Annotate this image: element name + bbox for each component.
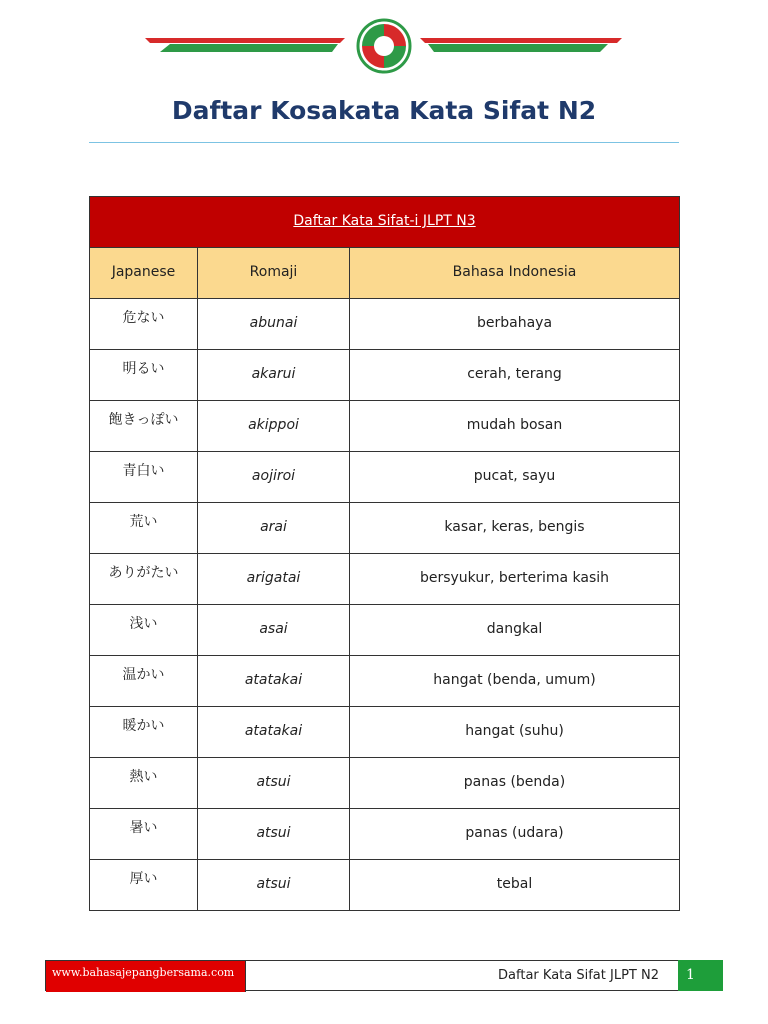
table-row — [90, 707, 680, 758]
table-row — [90, 503, 680, 554]
header-japanese: Japanese — [90, 248, 198, 299]
footer-website-url[interactable]: www.bahasajepangbersama.com — [46, 961, 245, 992]
table-row — [90, 656, 680, 707]
cell-bahasa-indonesia: berbahaya — [350, 299, 680, 350]
cell-bahasa-indonesia: panas (benda) — [350, 758, 680, 809]
cell-romaji: aojiroi — [198, 452, 350, 503]
cell-japanese: 荒い — [90, 503, 198, 554]
cell-japanese: ありがたい — [90, 554, 198, 605]
right-green-stripe — [428, 44, 608, 52]
table-row — [90, 299, 680, 350]
cell-romaji: atsui — [198, 809, 350, 860]
cell-romaji: asai — [198, 605, 350, 656]
table-row — [90, 554, 680, 605]
cell-romaji: arai — [198, 503, 350, 554]
table-row — [90, 401, 680, 452]
table-caption — [90, 197, 680, 248]
cell-bahasa-indonesia: hangat (benda, umum) — [350, 656, 680, 707]
cell-bahasa-indonesia: dangkal — [350, 605, 680, 656]
cell-bahasa-indonesia: cerah, terang — [350, 350, 680, 401]
cell-romaji: akarui — [198, 350, 350, 401]
table-caption-text: Daftar Kata Sifat-i JLPT N3 — [293, 213, 476, 229]
cell-japanese: 危ない — [90, 299, 198, 350]
table-row — [90, 860, 680, 911]
table-row — [90, 350, 680, 401]
table-header-row — [90, 248, 680, 299]
table-row — [90, 809, 680, 860]
header-bahasa-indonesia: Bahasa Indonesia — [350, 248, 680, 299]
cell-bahasa-indonesia: hangat (suhu) — [350, 707, 680, 758]
page-footer — [45, 960, 723, 991]
table-row — [90, 452, 680, 503]
right-red-stripe — [420, 38, 622, 43]
cell-romaji: arigatai — [198, 554, 350, 605]
left-green-stripe — [160, 44, 338, 52]
cell-japanese: 厚い — [90, 860, 198, 911]
cell-bahasa-indonesia: pucat, sayu — [350, 452, 680, 503]
cell-japanese: 飽きっぽい — [90, 401, 198, 452]
header-logo-banner — [0, 0, 768, 90]
cell-japanese: 青白い — [90, 452, 198, 503]
footer-page-number: 1 — [678, 960, 723, 991]
emblem-icon — [358, 20, 410, 72]
vocab-table — [89, 196, 680, 911]
cell-japanese: 暖かい — [90, 707, 198, 758]
cell-bahasa-indonesia: panas (udara) — [350, 809, 680, 860]
table-row — [90, 605, 680, 656]
cell-bahasa-indonesia: tebal — [350, 860, 680, 911]
footer-document-label: Daftar Kata Sifat JLPT N2 — [245, 961, 679, 992]
cell-japanese: 浅い — [90, 605, 198, 656]
cell-japanese: 熱い — [90, 758, 198, 809]
cell-bahasa-indonesia: bersyukur, berterima kasih — [350, 554, 680, 605]
cell-romaji: atatakai — [198, 656, 350, 707]
page-title: Daftar Kosakata Kata Sifat N2 — [171, 96, 597, 125]
cell-japanese: 温かい — [90, 656, 198, 707]
cell-japanese: 明るい — [90, 350, 198, 401]
cell-bahasa-indonesia: mudah bosan — [350, 401, 680, 452]
table-row — [90, 758, 680, 809]
cell-romaji: atatakai — [198, 707, 350, 758]
header-romaji: Romaji — [198, 248, 350, 299]
left-red-stripe — [145, 38, 345, 43]
cell-romaji: atsui — [198, 860, 350, 911]
title-divider — [89, 142, 679, 143]
cell-romaji: abunai — [198, 299, 350, 350]
cell-japanese: 暑い — [90, 809, 198, 860]
cell-bahasa-indonesia: kasar, keras, bengis — [350, 503, 680, 554]
table-caption-row — [90, 197, 680, 248]
cell-romaji: atsui — [198, 758, 350, 809]
cell-romaji: akippoi — [198, 401, 350, 452]
